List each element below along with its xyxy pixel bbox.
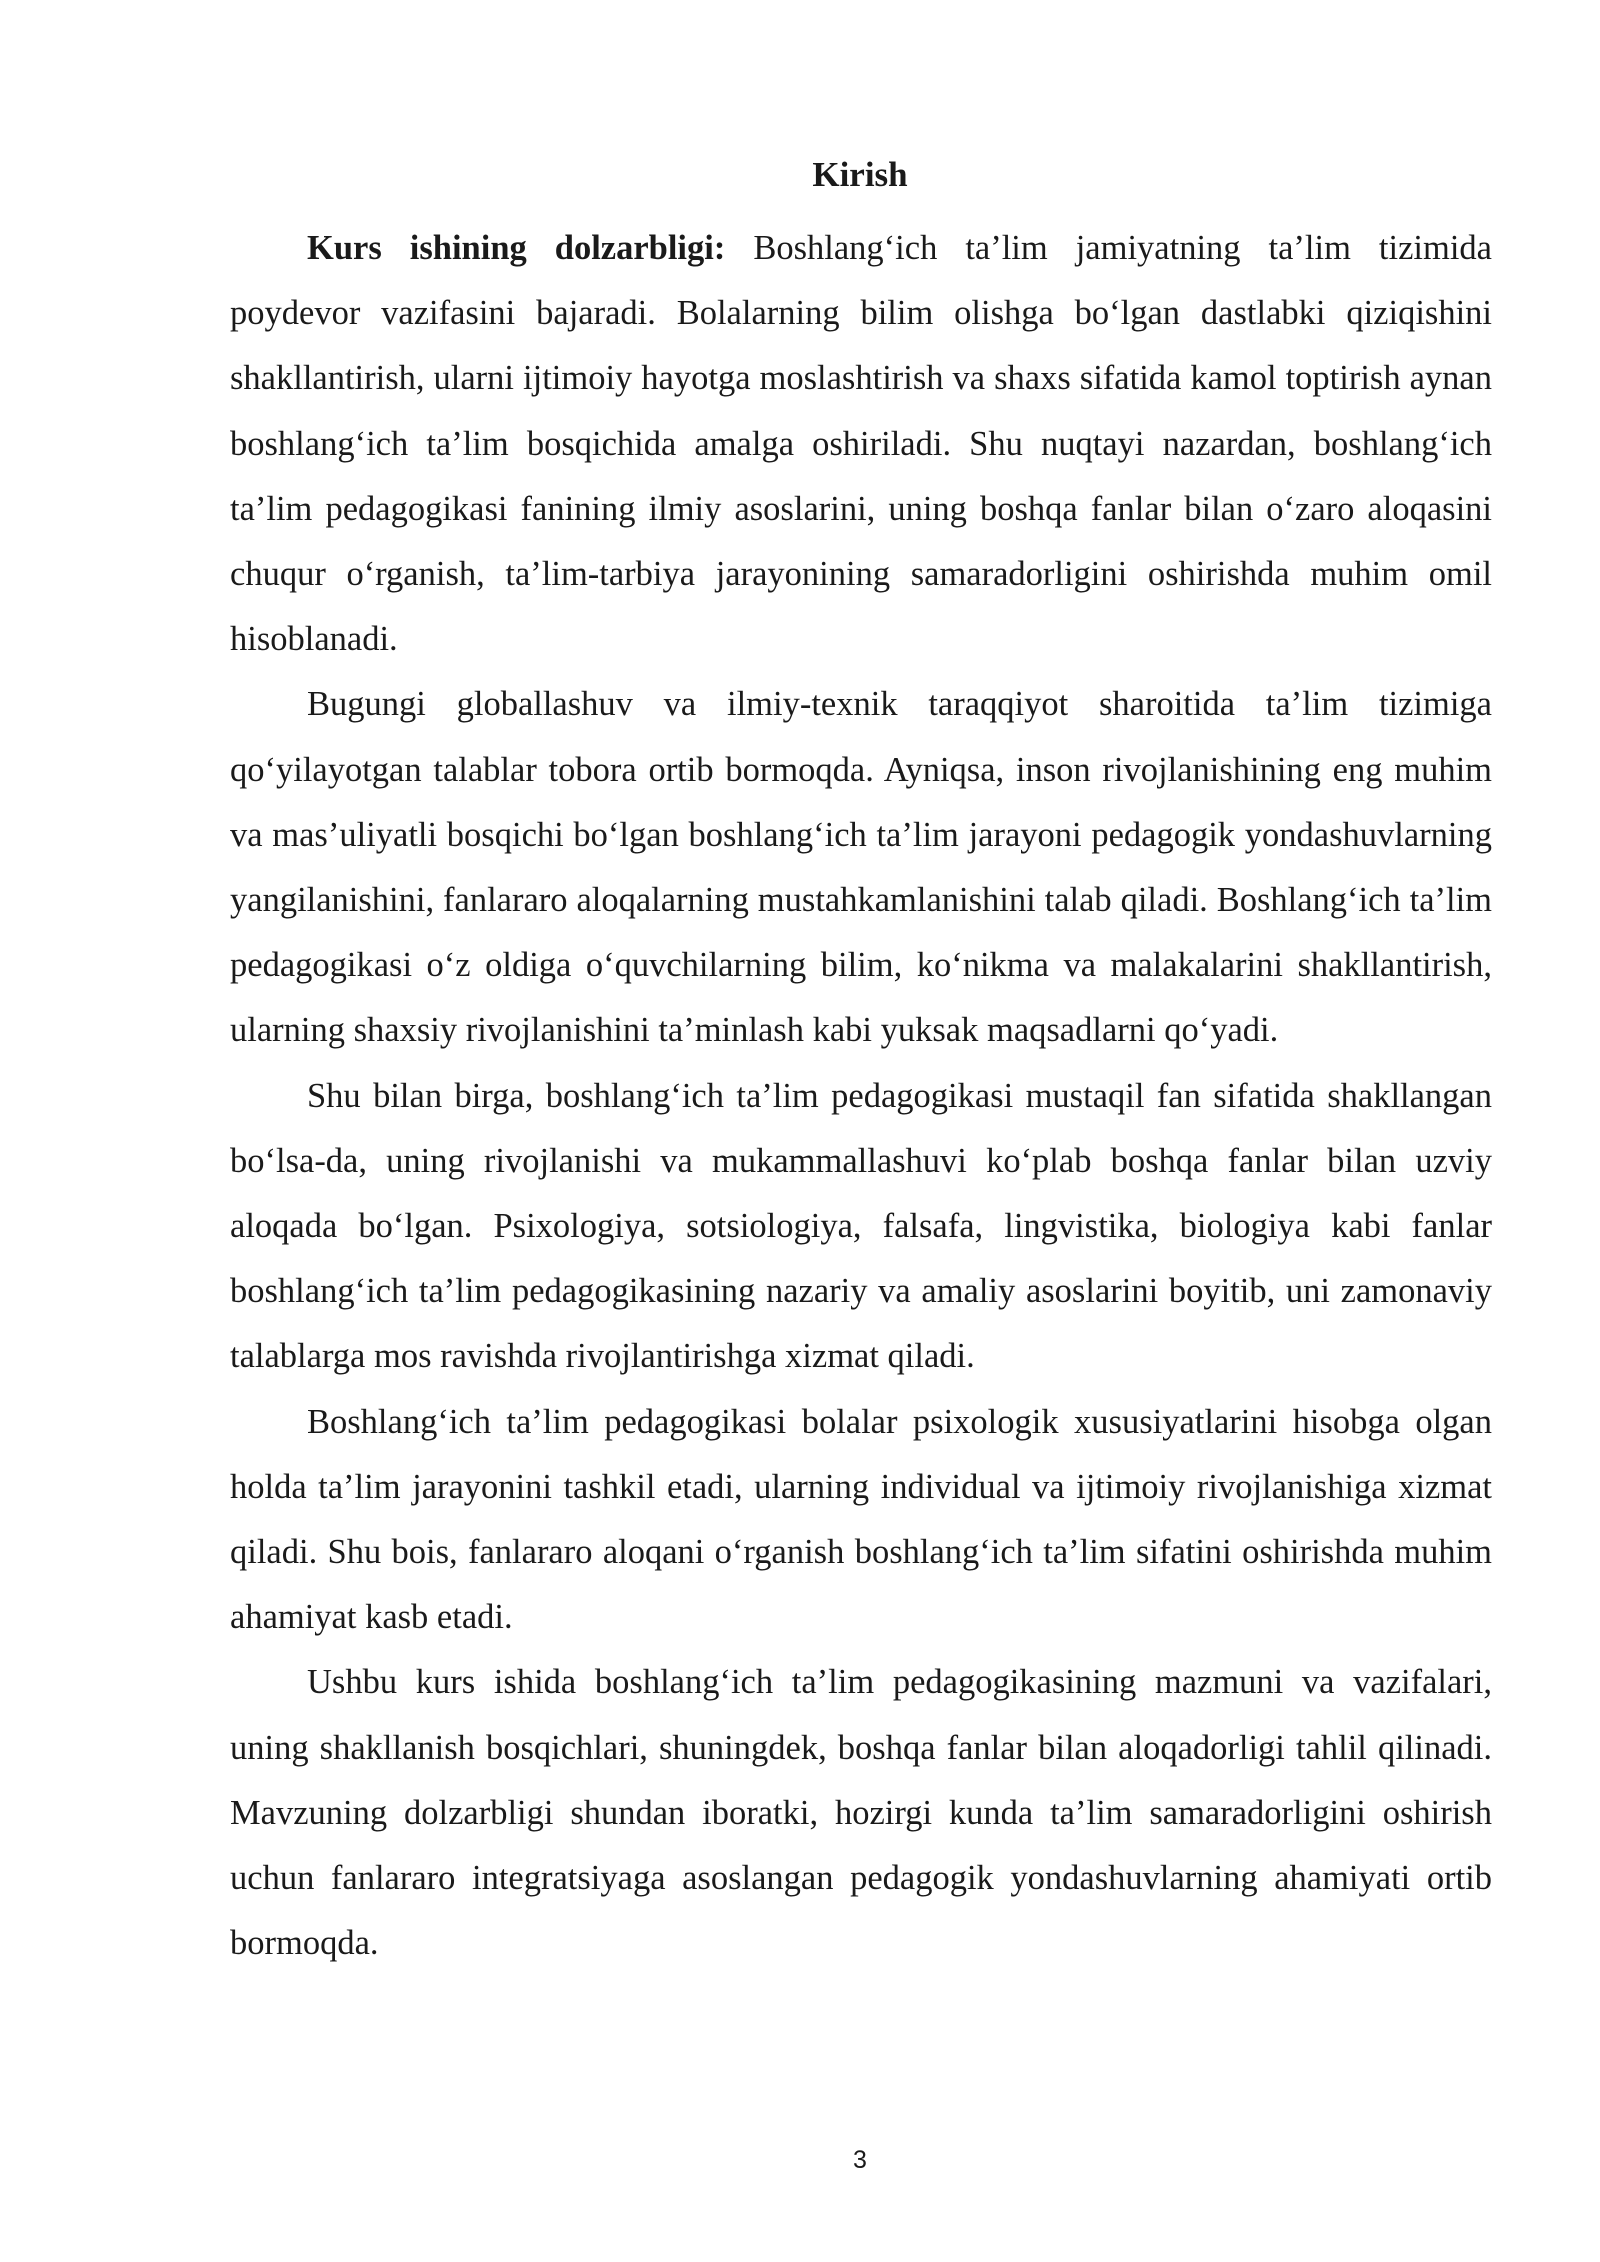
- paragraph: Shu bilan birga, boshlang‘ich ta’lim pedagogikasi mustaqil fan sifatida shakllangan bo‘lsa-da, uning rivojlanishi va mukammallashuvi ko‘plab boshqa fanlar bilan uzviy aloqada bo‘lgan. Psixologiya, sotsiologiya, falsafa, lingvistika, biologiya kabi fanlar boshlang‘ich ta’lim pedagogikasining nazariy va amaliy asoslarini boyitib, uni zamonaviy talablarga mos ravishda rivojlantirishga xizmat qiladi.: [230, 1076, 1492, 1376]
- paragraph-lead: Kurs ishining dolzarbligi:: [307, 229, 726, 267]
- paragraph: Ushbu kurs ishida boshlang‘ich ta’lim pedagogikasining mazmuni va vazifalari, uning shakllanish bosqichlari, shuningdek, boshqa fanlar bilan aloqadorligi tahlil qilinadi. Mavzuning dolzarbligi shundan iboratki, hozirgi kunda ta’lim samaradorligini oshirish uchun fanlararo integratsiyaga asoslangan pedagogik yondashuvlarning ahamiyati ortib bormoqda.: [230, 1663, 1492, 1963]
- paragraph-relevance: [230, 216, 1492, 672]
- paragraph: Boshlang‘ich ta’lim pedagogikasi bolalar psixologik xususiyatlarini hisobga olgan holda ta’lim jarayonini tashkil etadi, ularning individual va ijtimoiy rivojlanishiga xizmat qiladi. Shu bois, fanlararo aloqani o‘rganish boshlang‘ich ta’lim sifatini oshirishda muhim ahamiyat kasb etadi.: [230, 1402, 1492, 1637]
- paragraph: Bugungi globallashuv va ilmiy-texnik taraqqiyot sharoitida ta’lim tizimiga qo‘yilayotgan talablar tobora ortib bormoqda. Ayniqsa, inson rivojlanishining eng muhim va mas’uliyatli bosqichi bo‘lgan boshlang‘ich ta’lim jarayoni pedagogik yondashuvlarning yangilanishini, fanlararo aloqalarning mustahkamlanishini talab qiladi. Boshlang‘ich ta’lim pedagogikasi o‘z oldiga o‘quvchilarning bilim, ko‘nikma va malakalarini shakllantirish, ularning shaxsiy rivojlanishini ta’minlash kabi yuksak maqsadlarni qo‘yadi.: [230, 685, 1492, 1050]
- page-number: 3: [853, 2146, 867, 2174]
- paragraph-text: Boshlang‘ich ta’lim jamiyatning ta’lim tizimida poydevor vazifasini bajaradi. Bolalarning bilim olishga bo‘lgan dastlabki qiziqishini shakllantirish, ularni ijtimoiy hayotga moslashtirish va shaxs sifatida kamol toptirish aynan boshlang‘ich ta’lim bosqichida amalga oshiriladi. Shu nuqtayi nazardan, boshlang‘ich ta’lim pedagogikasi fanining ilmiy asoslarini, uning boshqa fanlar bilan o‘zaro aloqasini chuqur o‘rganish, ta’lim-tarbiya jarayonining samaradorligini oshirishda muhim omil hisoblanadi.: [230, 229, 1492, 659]
- document-body: [230, 216, 1492, 1976]
- section-heading: Kirish: [812, 155, 908, 194]
